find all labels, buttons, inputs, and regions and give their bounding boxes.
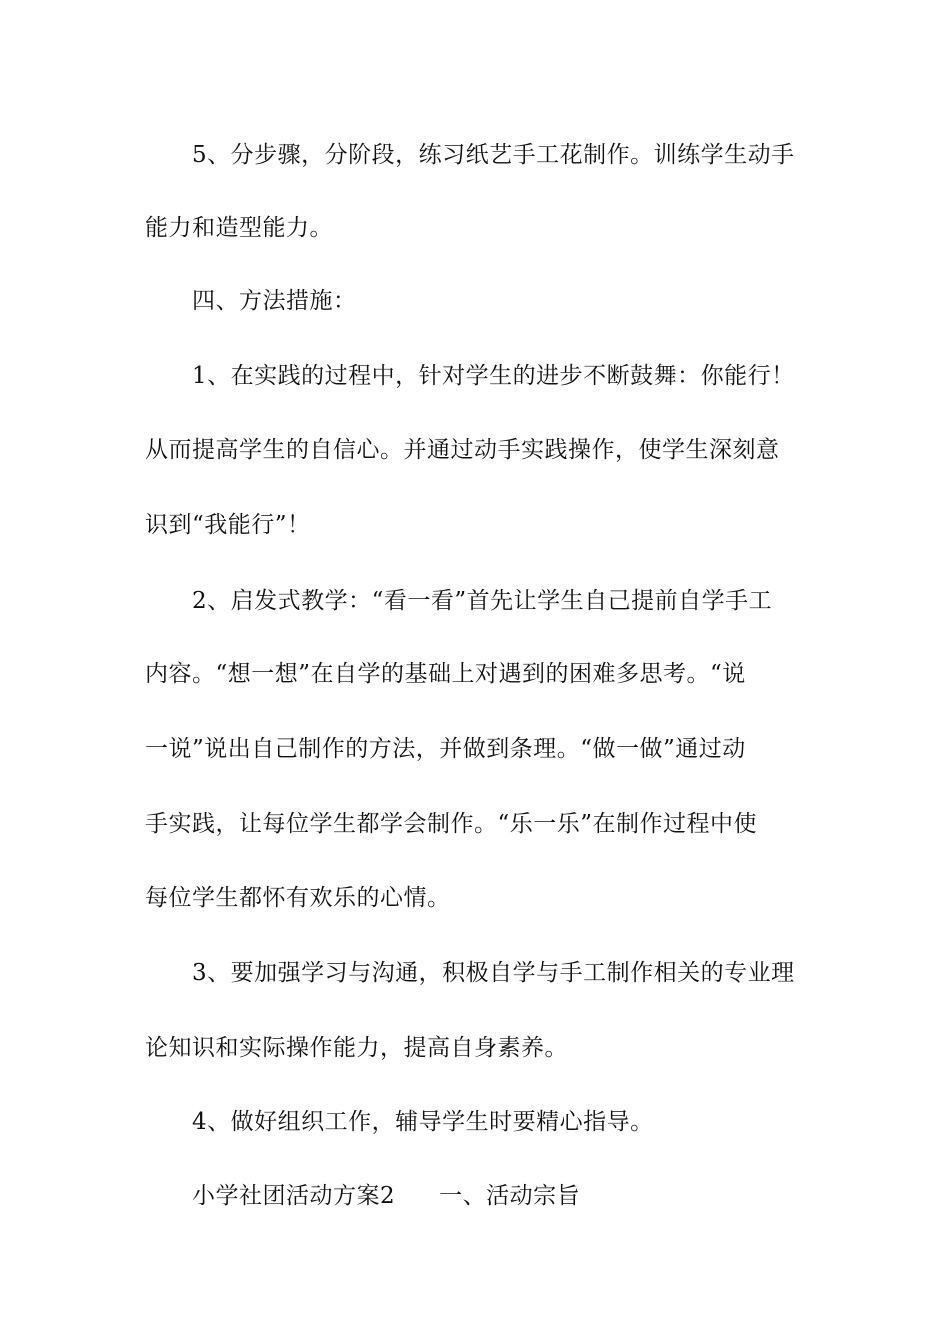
section-heading: 一、活动宗旨 bbox=[439, 1183, 581, 1209]
paragraph-line: 一说”说出自己制作的方法，并做到条理。“做一做”通过动 bbox=[145, 736, 746, 762]
section-heading: 四、方法措施： bbox=[192, 288, 357, 314]
paragraph-line: 识到“我能行”！ bbox=[145, 512, 311, 538]
paragraph-line: 每位学生都怀有欢乐的心情。 bbox=[145, 885, 451, 911]
paragraph-line: 从而提高学生的自信心。并通过动手实践操作，使学生深刻意 bbox=[145, 437, 780, 463]
paragraph-line: 4、做好组织工作，辅导学生时要精心指导。 bbox=[192, 1109, 654, 1135]
paragraph-line: 内容。“想一想”在自学的基础上对遇到的困难多思考。“说 bbox=[145, 661, 746, 687]
paragraph-line: 3、要加强学习与沟通，积极自学与手工制作相关的专业理 bbox=[192, 960, 795, 986]
paragraph-line: 1、在实践的过程中，针对学生的进步不断鼓舞：你能行！ bbox=[192, 363, 795, 389]
paragraph-line: 手实践，让每位学生都学会制作。“乐一乐”在制作过程中使 bbox=[145, 811, 758, 837]
paragraph-line: 能力和造型能力。 bbox=[145, 215, 333, 241]
paragraph-line: 2、启发式教学：“看一看”首先让学生自己提前自学手工 bbox=[192, 588, 773, 614]
paragraph-line: 5、分步骤，分阶段，练习纸艺手工花制作。训练学生动手 bbox=[192, 142, 795, 168]
final-line bbox=[192, 1181, 580, 1211]
paragraph-line: 论知识和实际操作能力，提高自身素养。 bbox=[145, 1035, 568, 1061]
plan-title: 小学社团活动方案2 bbox=[192, 1183, 396, 1209]
